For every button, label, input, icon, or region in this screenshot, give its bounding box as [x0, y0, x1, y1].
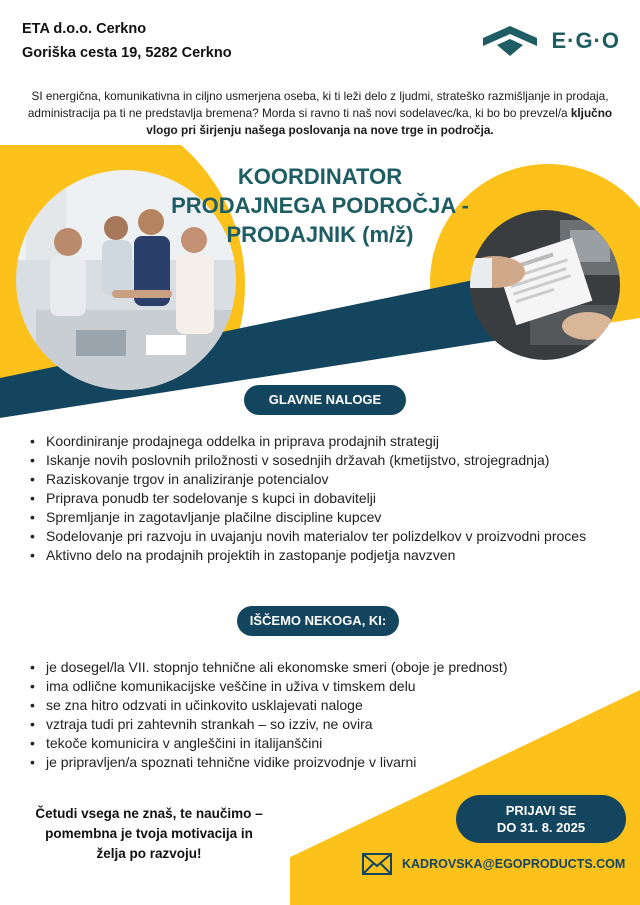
job-title	[170, 162, 470, 249]
motivation-text	[18, 804, 280, 864]
contact-email[interactable]: KADROVSKA@EGOPRODUCTS.COM	[402, 857, 626, 871]
list-item: • Koordiniranje prodajnega oddelka in priprava prodajnih strategij	[30, 432, 610, 451]
company-name: ETA d.o.o. Cerkno	[22, 21, 147, 37]
list-item: • Raziskovanje trgov in analiziranje potencialov	[30, 470, 610, 489]
list-item: • vztraja tudi pri zahtevnih strankah – so izziv, ne ovira	[30, 715, 610, 734]
intro-highlight: ključno vlogo pri širjenju našega poslovanja na nove trge in področja.	[146, 106, 613, 137]
list-item: • Iskanje novih poslovnih priložnosti v sosednjih državah (kmetijstvo, strojegradnja)	[30, 451, 610, 470]
logo-text: E·G·O	[551, 28, 620, 53]
apply-line-2: DO 31. 8. 2025	[496, 820, 586, 835]
motivation-line-2: pomembna je tvoja motivacija in	[45, 826, 253, 841]
list-item: • se zna hitro odzvati in učinkovito usklajevati naloge	[30, 696, 610, 715]
photo-document-signing	[470, 210, 620, 360]
logo-mark-icon	[483, 26, 537, 56]
list-item: • ima odlične komunikacijske veščine in uživa v timskem delu	[30, 677, 610, 696]
list-item: • Priprava ponudb ter sodelovanje s kupci in dobavitelji	[30, 489, 610, 508]
list-item: • je dosegel/la VII. stopnjo tehnične ali ekonomske smeri (oboje je prednost)	[30, 658, 610, 677]
company-info	[22, 17, 232, 65]
list-item: • Aktivno delo na prodajnih projektih in zastopanje podjetja navzven	[30, 546, 610, 565]
list-item: • tekoče komunicira v angleščini in italijanščini	[30, 734, 610, 753]
job-title-line-3: PRODAJNIK (m/ž)	[226, 222, 414, 247]
requirements-heading: IŠČEMO NEKOGA, KI:	[237, 606, 399, 636]
intro-paragraph	[14, 88, 626, 139]
company-address: Goriška cesta 19, 5282 Cerkno	[22, 45, 232, 61]
apply-line-1: PRIJAVI SE	[505, 803, 577, 818]
contact-email-row[interactable]	[362, 853, 625, 875]
list-item: • Sodelovanje pri razvoju in uvajanju novih materialov ter polizdelkov v proizvodni proces	[30, 527, 610, 546]
tasks-heading: GLAVNE NALOGE	[244, 385, 406, 415]
intro-text: SI energična, komunikativna in ciljno usmerjena oseba, ki ti leži delo z ljudmi, strateško razmišljanje in prodaja, administracija pa ti ne predstavlja bremena? Morda si ravno ti naš novi sodelavec/ka, ki bo bo prevzel/a	[27, 89, 609, 120]
apply-badge	[456, 795, 626, 843]
job-title-line-2: PRODAJNEGA PODROČJA -	[171, 193, 469, 218]
envelope-icon	[362, 853, 392, 875]
list-item: • je pripravljen/a spoznati tehnične vidike proizvodnje v livarni	[30, 753, 610, 772]
requirements-list	[30, 658, 610, 772]
job-title-line-1: KOORDINATOR	[237, 164, 403, 189]
ego-logo	[483, 26, 620, 56]
motivation-line-1: Četudi vsega ne znaš, te naučimo –	[35, 806, 263, 821]
tasks-list	[30, 432, 610, 565]
list-item: • Spremljanje in zagotavljanje plačilne discipline kupcev	[30, 508, 610, 527]
motivation-line-3: želja po razvoju!	[96, 846, 202, 861]
